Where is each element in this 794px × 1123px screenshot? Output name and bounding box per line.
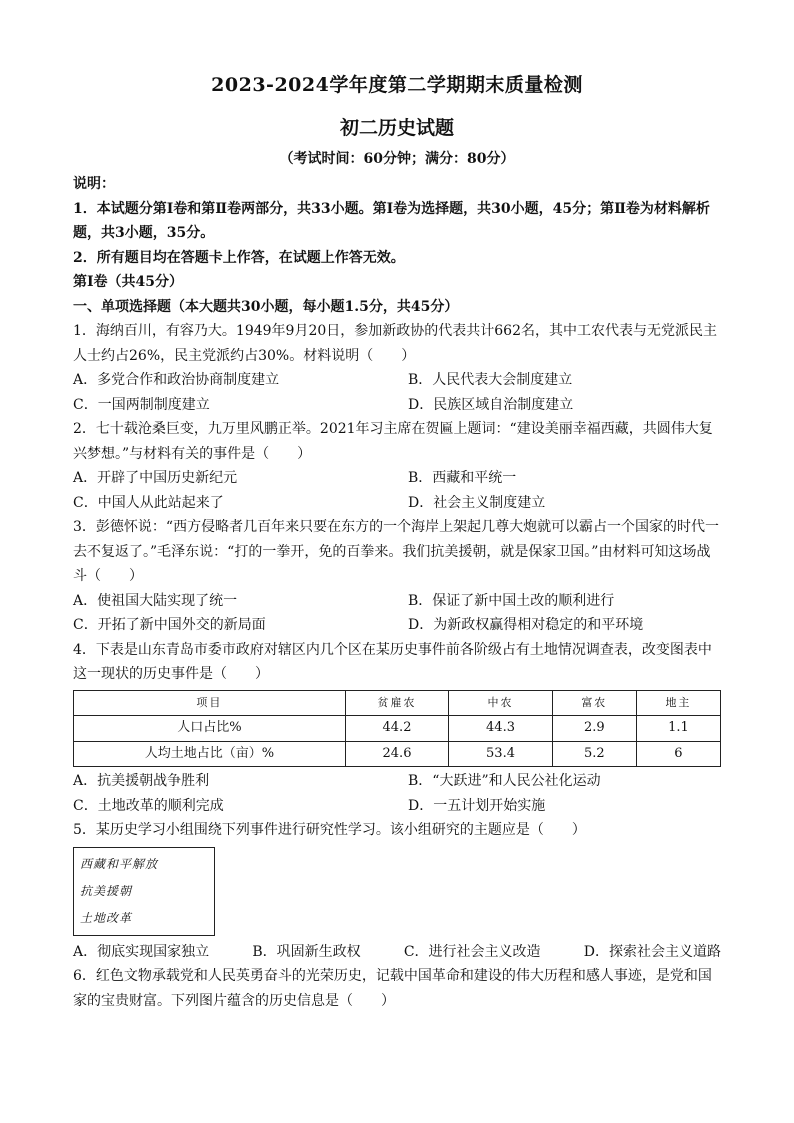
question-5-options bbox=[73, 940, 721, 965]
question-3-option-a: A．使祖国大陆实现了统一 bbox=[73, 592, 238, 609]
question-4-stem: 4．下表是山东青岛市委市政府对辖区内几个区在某历史事件前各阶级占有土地情况调查表，改变图表中这一现状的历史事件是（ ） bbox=[73, 641, 712, 682]
table-cell: 5.2 bbox=[552, 741, 636, 767]
question-2-option-a: A．开辟了中国历史新纪元 bbox=[73, 470, 238, 486]
question-3-options-row-2 bbox=[73, 613, 721, 638]
question-5-option-b: B．巩固新生政权 bbox=[252, 943, 361, 960]
question-1-option-d: D．民族区域自治制度建立 bbox=[408, 396, 574, 413]
table-cell: 人口占比% bbox=[74, 716, 346, 742]
section-title: 第Ⅰ卷（共45分） bbox=[73, 274, 184, 290]
exam-title: 2023-2024学年度第二学期期末质量检测 bbox=[211, 74, 583, 96]
question-6-stem: 6．红色文物承载党和人民英勇奋斗的光荣历史，记载中国革命和建设的伟大历程和感人事迹，是党和国家的宝贵财富。下列图片蕴含的历史信息是（ ） bbox=[73, 968, 712, 1009]
question-4-options-row-2 bbox=[73, 794, 721, 819]
table-cell: 44.3 bbox=[449, 716, 553, 742]
table-cell: 2.9 bbox=[552, 716, 636, 742]
question-2-options-row-1 bbox=[73, 466, 721, 491]
question-3-options-row-1 bbox=[73, 589, 721, 614]
instruction-item-1: 1．本试题分第Ⅰ卷和第Ⅱ卷两部分，共33小题。第Ⅰ卷为选择题，共30小题，45分；第Ⅱ卷为材料解析题，共3小题，35分。 bbox=[73, 200, 710, 241]
exam-body bbox=[73, 172, 721, 1013]
question-1-options-row-2 bbox=[73, 393, 721, 418]
table-cell: 1.1 bbox=[636, 716, 720, 742]
table-header-cell: 地主 bbox=[636, 690, 720, 716]
table-header-cell: 中农 bbox=[449, 690, 553, 716]
question-2-stem: 2．七十载沧桑巨变，九万里风鹏正举。2021年习主席在贺匾上题词：“建设美丽幸福西藏，共圆伟大复兴梦想。”与材料有关的事件是（ ） bbox=[73, 421, 713, 462]
question-4-options-row-1 bbox=[73, 769, 721, 794]
question-3-option-b: B．保证了新中国土改的顺利进行 bbox=[408, 592, 615, 609]
table-row bbox=[74, 716, 721, 742]
question-3-option-d: D．为新政权赢得相对稳定的和平环境 bbox=[408, 617, 644, 633]
question-1-option-a: A．多党合作和政治协商制度建立 bbox=[73, 372, 280, 388]
question-4-option-a: A．抗美援朝战争胜利 bbox=[73, 773, 210, 789]
question-5-option-c: C．进行社会主义改造 bbox=[403, 943, 541, 960]
instruction-item-2: 2．所有题目均在答题卡上作答，在试题上作答无效。 bbox=[73, 249, 405, 266]
question-2-option-d: D．社会主义制度建立 bbox=[408, 494, 546, 511]
exam-info: （考试时间：60分钟；满分：80分） bbox=[279, 151, 515, 167]
table-cell: 人均土地占比（亩）% bbox=[74, 741, 346, 767]
question-1-stem: 1．海纳百川，有容乃大。1949年9月20日，参加新政协的代表共计662名，其中工农代表与无党派民主人士约占26%，民主党派约占30%。材料说明（ ） bbox=[73, 323, 717, 364]
table-cell: 44.2 bbox=[345, 716, 449, 742]
table-row bbox=[74, 741, 721, 767]
question-5-option-d: D．探索社会主义道路 bbox=[583, 943, 721, 960]
question-1-option-b: B．人民代表大会制度建立 bbox=[408, 372, 573, 388]
question-3-option-c: C．开拓了新中国外交的新局面 bbox=[73, 617, 266, 633]
topic-box bbox=[73, 847, 215, 936]
question-4-option-c: C．土地改革的顺利完成 bbox=[73, 797, 224, 814]
instructions-label: 说明： bbox=[73, 176, 115, 192]
table-header-cell: 项目 bbox=[74, 690, 346, 716]
question-4-option-d: D．一五计划开始实施 bbox=[408, 797, 546, 814]
table-cell: 53.4 bbox=[449, 741, 553, 767]
table-header-cell: 富农 bbox=[552, 690, 636, 716]
table-cell: 24.6 bbox=[345, 741, 449, 767]
question-1-options-row-1 bbox=[73, 368, 721, 393]
question-2-option-b: B．西藏和平统一 bbox=[408, 470, 517, 486]
topic-box-item: 西藏和平解放 bbox=[80, 856, 159, 871]
question-4-option-b: B．“大跃进”和人民公社化运动 bbox=[408, 773, 601, 789]
land-survey-table bbox=[73, 690, 721, 768]
question-5-stem: 5．某历史学习小组围绕下列事件进行研究性学习。该小组研究的主题应是（ ） bbox=[73, 822, 586, 838]
topic-box-item: 土地改革 bbox=[80, 910, 133, 925]
question-2-option-c: C．中国人从此站起来了 bbox=[73, 494, 224, 511]
table-header-cell: 贫雇农 bbox=[345, 690, 449, 716]
exam-subject: 初二历史试题 bbox=[339, 117, 454, 139]
topic-box-item: 抗美援朝 bbox=[80, 883, 133, 898]
table-cell: 6 bbox=[636, 741, 720, 767]
question-2-options-row-2 bbox=[73, 491, 721, 516]
question-3-stem: 3．彭德怀说：“西方侵略者几百年来只要在东方的一个海岸上架起几尊大炮就可以霸占一个国家的时代一去不复返了。”毛泽东说：“打的一拳开，免的百拳来。我们抗美援朝，就是保家卫国。”由材料可知这场战斗（ ） bbox=[73, 519, 720, 584]
part-title: 一、单项选择题（本大题共30小题，每小题1.5分，共45分） bbox=[73, 298, 459, 315]
question-5-option-a: A．彻底实现国家独立 bbox=[73, 943, 210, 960]
question-1-option-c: C．一国两制制度建立 bbox=[73, 396, 210, 413]
table-header-row bbox=[74, 690, 721, 716]
